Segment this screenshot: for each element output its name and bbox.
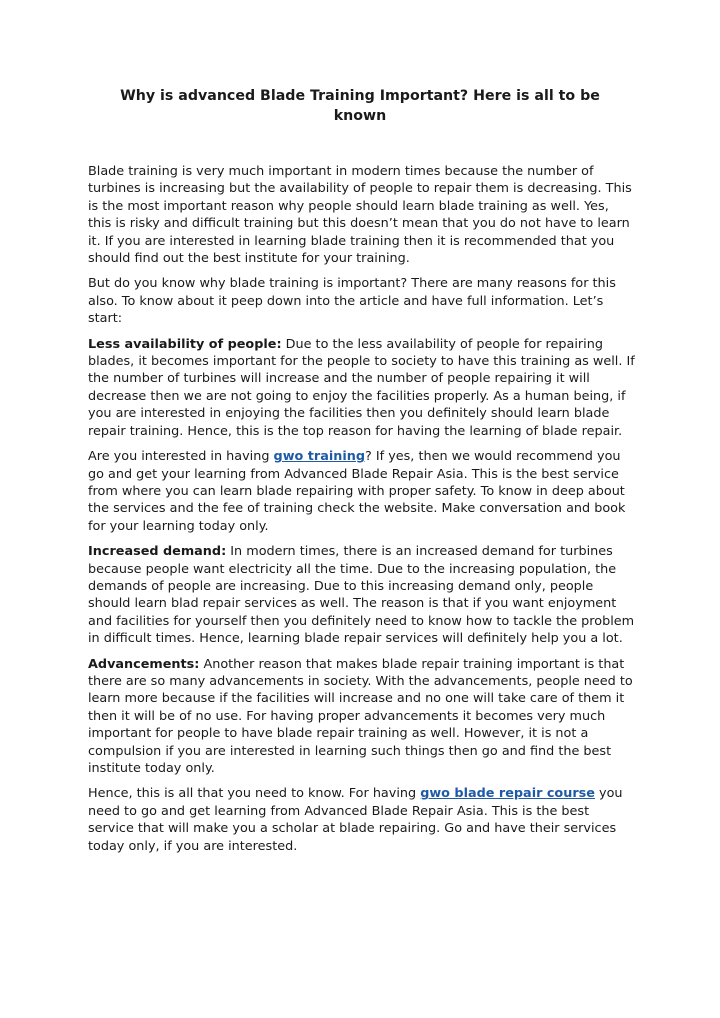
conclusion-text-after: you need to go and get learning from Advanced Blade Repair Asia. This is the best service that will make you a scholar at blade repairing. Go and have their services today only, if you are interested. — [88, 786, 623, 854]
increased-demand-heading: Increased demand: — [88, 544, 227, 560]
gwo-training-text-after: ? If yes, then we would recommend you go and get your learning from Advanced Blade Repair Asia. This is the best service from where you can learn blade repairing with proper safety. To know in deep about the services and the fee of training check the website. Make conversation and book for your learning today only. — [88, 449, 626, 534]
document-body — [88, 163, 636, 863]
gwo-blade-repair-course-link[interactable]: gwo blade repair course — [420, 786, 595, 802]
advancements-heading: Advancements: — [88, 656, 200, 672]
less-availability-paragraph — [88, 336, 636, 440]
gwo-training-link[interactable]: gwo training — [273, 449, 365, 465]
less-availability-heading: Less availability of people: — [88, 336, 282, 352]
advancements-paragraph — [88, 656, 636, 778]
increased-demand-paragraph — [88, 543, 636, 647]
gwo-training-paragraph — [88, 448, 636, 535]
conclusion-paragraph — [88, 785, 636, 855]
intro-text: Blade training is very much important in modern times because the number of turbines is increasing but the availability of people to repair them is decreasing. This is the most important reason why people should learn blade training as well. Yes, this is risky and difficult training but this doesn’t mean that you do not have to learn it. If you are interested in learning blade training then it is recommended that you should find out the best institute for your training. — [88, 164, 632, 267]
document-title: Why is advanced Blade Training Important? Here is all to be known — [120, 88, 600, 124]
advancements-text: Another reason that makes blade repair training important is that there are so many advancements in society. With the advancements, people need to learn more because if the facilities will increase and no one will take care of them it then it will be of no use. For having proper advancements it becomes very much important for people to have blade repair training as well. However, it is not a compulsion if you are interested in learning such things then go and find the best institute today only. — [88, 656, 633, 776]
reasons-intro-paragraph — [88, 275, 636, 327]
intro-paragraph — [88, 163, 636, 267]
increased-demand-text: In modern times, there is an increased demand for turbines because people want electricity all the time. Due to the increasing population, the demands of people are increasing. Due to this increasing demand only, people should learn blad repair services as well. The reason is that if you want enjoyment and facilities for yourself then you definitely need to know how to tackle the problem in difficult times. Hence, learning blade repair services will definitely help you a lot. — [88, 544, 635, 647]
gwo-training-text-before: Are you interested in having — [88, 449, 274, 465]
less-availability-text: Due to the less availability of people for repairing blades, it becomes important for the people to society to have this training as well. If the number of turbines will increase and the number of people repairing it will decrease then we are not going to enjoy the facilities properly. As a human being, if you are interested in enjoying the facilities then you definitely should learn blade repair training. Hence, this is the top reason for having the learning of blade repair. — [88, 336, 635, 439]
conclusion-text-before: Hence, this is all that you need to know. For having — [88, 786, 421, 802]
reasons-intro-text: But do you know why blade training is important? There are many reasons for this also. To know about it peep down into the article and have full information. Let’s start: — [88, 276, 616, 327]
